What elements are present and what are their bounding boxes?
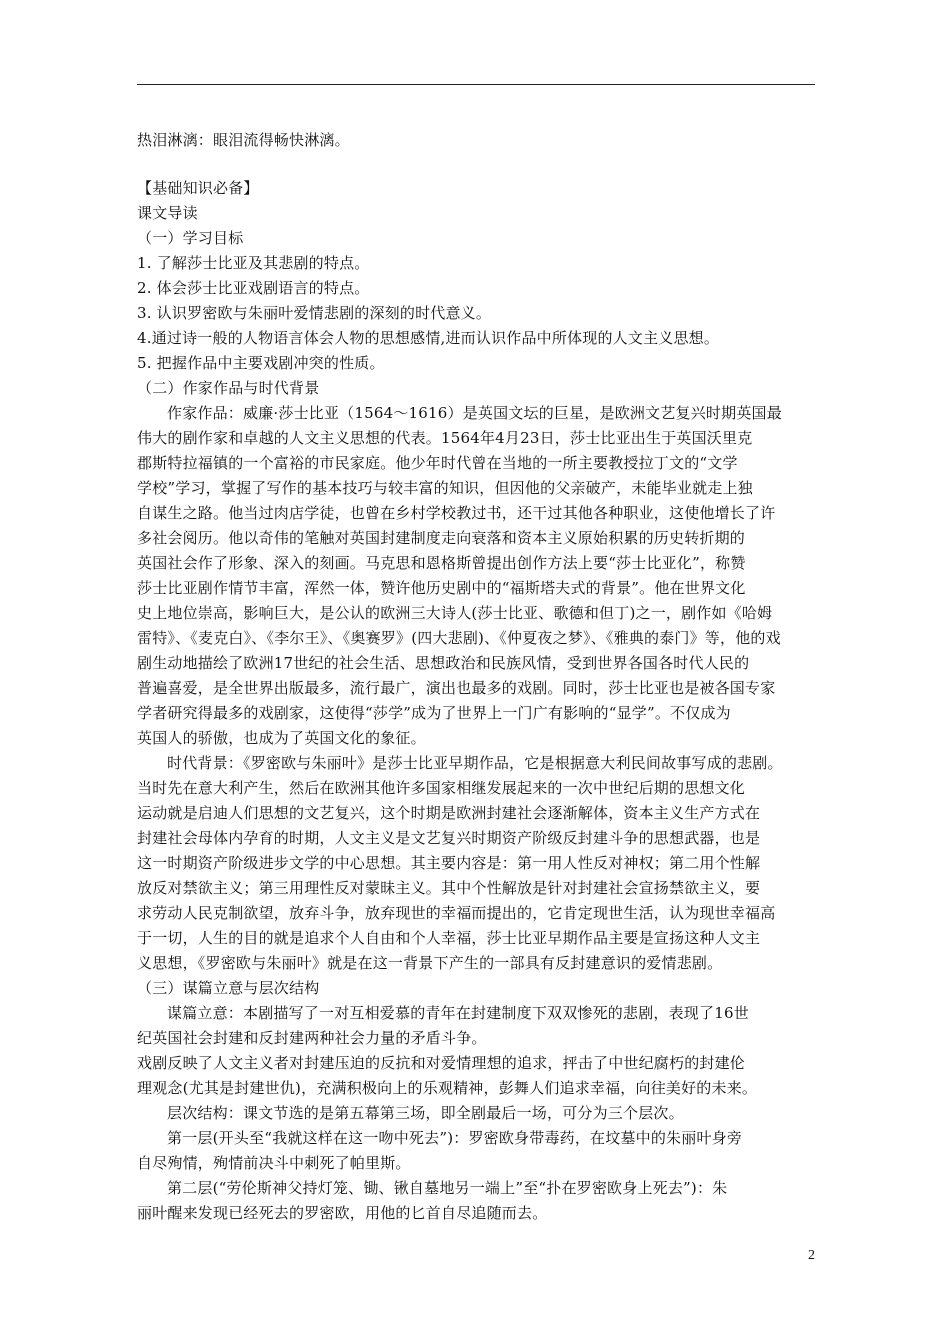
list-item: 1. 了解莎士比亚及其悲剧的特点。	[137, 254, 370, 272]
paragraph-line: 剧生动地描绘了欧洲17世纪的社会生活、思想政治和民族风情，受到世界各国各时代人民的	[137, 654, 750, 672]
paragraph-line: 莎士比亚剧作情节丰富，浑然一体，赞许他历史剧中的“福斯塔夫式的背景”。他在世界文化	[137, 579, 746, 597]
subsection-heading: （二）作家作品与时代背景	[137, 379, 320, 397]
section-heading: 课文导读	[137, 204, 198, 222]
paragraph-line: 层次结构：课文节选的是第五幕第三场，即全剧最后一场，可分为三个层次。	[167, 1104, 684, 1122]
list-item: 4.通过诗一般的人物语言体会人物的思想感情,进而认识作品中所体现的人文主义思想。	[137, 329, 720, 347]
paragraph-line: 义思想，《罗密欧与朱丽叶》就是在这一背景下产生的一部具有反封建意识的爱情悲剧。	[137, 954, 723, 972]
subsection-heading: （一）学习目标	[137, 229, 244, 247]
paragraph-line: 封建社会母体内孕育的时期，人文主义是文艺复兴时期资产阶级反封建斗争的思想武器，也是	[137, 829, 761, 847]
paragraph-line: 自尽殉情，殉情前决斗中刺死了帕里斯。	[137, 1154, 411, 1172]
paragraph-line: 英国社会作了形象、深入的刻画。马克思和恩格斯曾提出创作方法上要“莎士比亚化”，称赞	[137, 554, 746, 572]
paragraph-line: 理观念(尤其是封建世仇)，充满积极向上的乐观精神，彭舞人们追求幸福，向往美好的未来。	[137, 1079, 758, 1097]
paragraph-line: 伟大的剧作家和卓越的人文主义思想的代表。1564年4月23日，莎士比亚出生于英国沃里克	[137, 429, 753, 447]
list-item: 5. 把握作品中主要戏剧冲突的性质。	[137, 354, 385, 372]
paragraph-line: 雷特》、《麦克白》、《李尔王》、《奥赛罗》(四大悲剧)、《仲夏夜之梦》、《雅典的泰门》等，他的戏	[137, 629, 781, 647]
paragraph-line: 于一切，人生的目的就是追求个人自由和个人幸福，莎士比亚早期作品主要是宣扬这种人文主	[137, 929, 761, 947]
text-line: 热泪淋漓：眼泪流得畅快淋漓。	[137, 131, 350, 149]
paragraph-line: 普遍喜爱，是全世界出版最多，流行最广，演出也最多的戏剧。同时，莎士比亚也是被各国专家	[137, 679, 776, 697]
paragraph-line: 这一时期资产阶级进步文学的中心思想。其主要内容是：第一用人性反对神权；第二用个性解	[137, 854, 761, 872]
paragraph-line: 自谋生之路。他当过肉店学徒，也曾在乡村学校教过书，还干过其他各种职业，这使他增长了许	[137, 504, 776, 522]
header-rule	[137, 84, 815, 85]
paragraph-line: 时代背景：《罗密欧与朱丽叶》是莎士比亚早期作品，它是根据意大利民间故事写成的悲剧。	[167, 754, 783, 772]
list-item: 2. 体会莎士比亚戏剧语言的特点。	[137, 279, 370, 297]
paragraph-line: 谋篇立意：本剧描写了一对互相爱慕的青年在封建制度下双双惨死的悲剧，表现了16世	[167, 1004, 749, 1022]
paragraph-line: 当时先在意大利产生，然后在欧洲其他许多国家相继发展起来的一次中世纪后期的思想文化	[137, 779, 746, 797]
paragraph-line: 史上地位崇高，影响巨大，是公认的欧洲三大诗人(莎士比亚、歌德和但丁)之一，剧作如《哈姆	[137, 604, 773, 622]
page-number: 2	[808, 1248, 815, 1263]
paragraph-line: 学者研究得最多的戏剧家，这使得“莎学”成为了世界上一门广有影响的“显学”。不仅成为	[137, 704, 731, 722]
paragraph-line: 多社会阅历。他以奇伟的笔触对英国封建制度走向衰落和资本主义原始积累的历史转折期的	[137, 529, 746, 547]
list-item: 3. 认识罗密欧与朱丽叶爱情悲剧的深刻的时代意义。	[137, 304, 492, 322]
paragraph-line: 丽叶醒来发现已经死去的罗密欧，用他的匕首自尽追随而去。	[137, 1204, 548, 1222]
paragraph-line: 求劳动人民克制欲望，放弃斗争，放弃现世的幸福而提出的，它肯定现世生活，认为现世幸福高	[137, 904, 776, 922]
paragraph-line: 运动就是启迪人们思想的文艺复兴，这个时期是欧洲封建社会逐渐解体，资本主义生产方式在	[137, 804, 761, 822]
section-heading: 【基础知识必备】	[137, 179, 259, 197]
paragraph-line: 放反对禁欲主义；第三用理性反对蒙昧主义。其中个性解放是针对封建社会宣扬禁欲主义，要	[137, 879, 761, 897]
paragraph-line: 戏剧反映了人文主义者对封建压迫的反抗和对爱情理想的追求，抨击了中世纪腐朽的封建伦	[137, 1054, 746, 1072]
paragraph-line: 学校”学习，掌握了写作的基本技巧与较丰富的知识，但因他的父亲破产，未能毕业就走上独	[137, 479, 753, 497]
paragraph-line: 作家作品：威廉·莎士比亚（1564～1616）是英国文坛的巨星，是欧洲文艺复兴时期英国最	[167, 404, 782, 422]
subsection-heading: （三）谋篇立意与层次结构	[137, 979, 320, 997]
paragraph-line: 第二层(“劳伦斯神父持灯笼、锄、锹自墓地另一端上”至“扑在罗密欧身上死去”)：朱	[167, 1179, 728, 1197]
paragraph-line: 英国人的骄傲，也成为了英国文化的象征。	[137, 729, 426, 747]
paragraph-line: 第一层(开头至“我就这样在这一吻中死去”)：罗密欧身带毒药，在坟墓中的朱丽叶身旁	[167, 1129, 743, 1147]
paragraph-line: 纪英国社会封建和反封建两种社会力量的矛盾斗争。	[137, 1029, 487, 1047]
paragraph-line: 郡斯特拉福镇的一个富裕的市民家庭。他少年时代曾在当地的一所主要教授拉丁文的“文学	[137, 454, 738, 472]
